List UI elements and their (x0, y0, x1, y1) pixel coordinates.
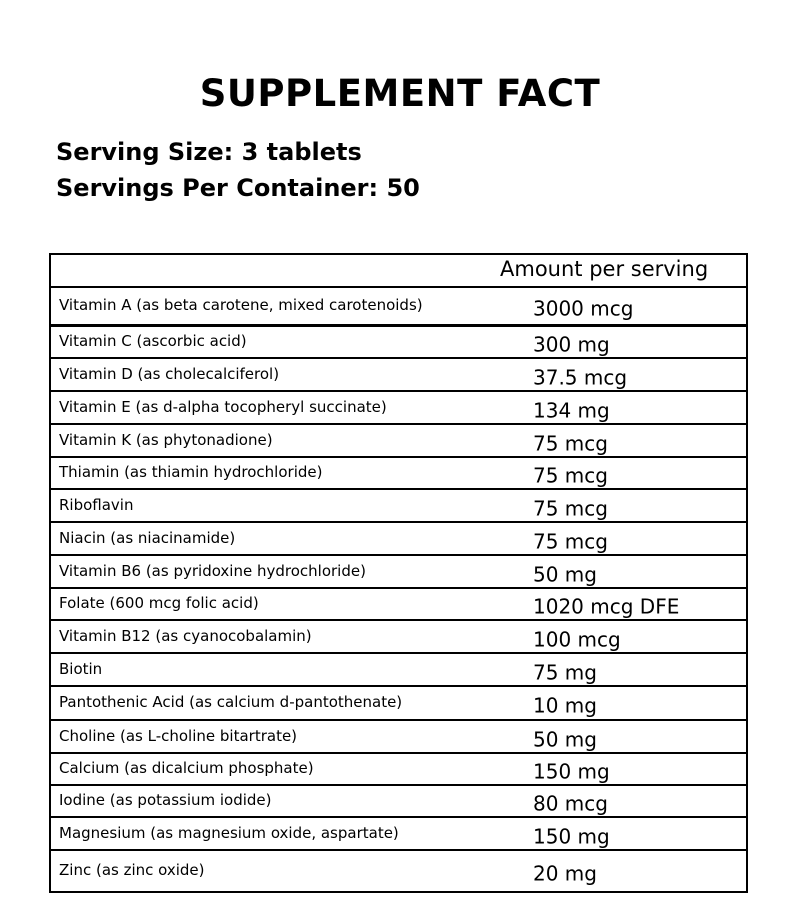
nutrient-amount: 80 mcg (533, 791, 608, 816)
nutrient-amount: 50 mg (533, 726, 597, 751)
nutrient-name: Vitamin A (as beta carotene, mixed carotenoids) (59, 296, 423, 315)
nutrient-amount: 1020 mcg DFE (533, 594, 680, 619)
table-row (51, 754, 746, 786)
nutrient-name: Vitamin C (ascorbic acid) (59, 332, 247, 351)
nutrient-amount: 75 mcg (533, 463, 608, 488)
table-row (51, 654, 746, 687)
nutrient-amount: 37.5 mcg (533, 364, 628, 389)
table-row (51, 490, 746, 523)
nutrient-amount: 75 mg (533, 659, 597, 684)
nutrient-amount: 300 mg (533, 332, 610, 357)
page-title: SUPPLEMENT FACT (199, 72, 601, 115)
nutrient-name: Iodine (as potassium iodide) (59, 791, 272, 810)
table-row (51, 392, 746, 425)
nutrient-name: Vitamin B6 (as pyridoxine hydrochloride) (59, 561, 366, 580)
nutrient-amount: 3000 mcg (533, 296, 634, 321)
table-row (51, 818, 746, 851)
nutrient-name: Pantothenic Acid (as calcium d-pantothenate) (59, 693, 403, 712)
nutrient-name: Choline (as L-choline bitartrate) (59, 726, 298, 745)
nutrient-amount: 150 mg (533, 823, 610, 848)
nutrient-amount: 100 mcg (533, 626, 621, 651)
table-row (51, 589, 746, 621)
nutrient-name: Riboflavin (59, 495, 134, 514)
supplement-facts-table (49, 253, 748, 893)
table-row (51, 621, 746, 654)
nutrient-name: Vitamin D (as cholecalciferol) (59, 364, 280, 383)
nutrient-name: Vitamin K (as phytonadione) (59, 430, 273, 449)
table-header (51, 255, 746, 288)
table-row (51, 556, 746, 589)
nutrient-name: Calcium (as dicalcium phosphate) (59, 759, 314, 778)
table-row (51, 721, 746, 754)
nutrient-amount: 10 mg (533, 693, 597, 718)
nutrient-name: Vitamin E (as d-alpha tocopheryl succinate) (59, 397, 387, 416)
nutrient-amount: 75 mcg (533, 528, 608, 553)
table-row (51, 786, 746, 818)
nutrient-name: Niacin (as niacinamide) (59, 528, 236, 547)
table-row (51, 523, 746, 556)
nutrient-name: Vitamin B12 (as cyanocobalamin) (59, 626, 312, 645)
nutrient-amount: 75 mcg (533, 430, 608, 455)
nutrient-name: Zinc (as zinc oxide) (59, 861, 205, 880)
table-row (51, 288, 746, 327)
nutrient-amount: 20 mg (533, 861, 597, 886)
nutrient-amount: 75 mcg (533, 495, 608, 520)
nutrient-name: Folate (600 mcg folic acid) (59, 594, 259, 613)
nutrient-amount: 150 mg (533, 759, 610, 784)
nutrient-name: Thiamin (as thiamin hydrochloride) (59, 463, 323, 482)
nutrient-amount: 50 mg (533, 561, 597, 586)
nutrient-name: Biotin (59, 659, 103, 678)
table-row (51, 851, 746, 891)
table-row (51, 458, 746, 490)
nutrient-amount: 134 mg (533, 397, 610, 422)
servings-per-container: Servings Per Container: 50 (56, 174, 420, 202)
table-row (51, 687, 746, 721)
serving-size: Serving Size: 3 tablets (56, 138, 362, 166)
amount-per-serving-header: Amount per serving (500, 257, 709, 281)
nutrient-name: Magnesium (as magnesium oxide, aspartate) (59, 823, 399, 842)
table-row (51, 425, 746, 458)
table-row (51, 359, 746, 392)
table-row (51, 327, 746, 359)
